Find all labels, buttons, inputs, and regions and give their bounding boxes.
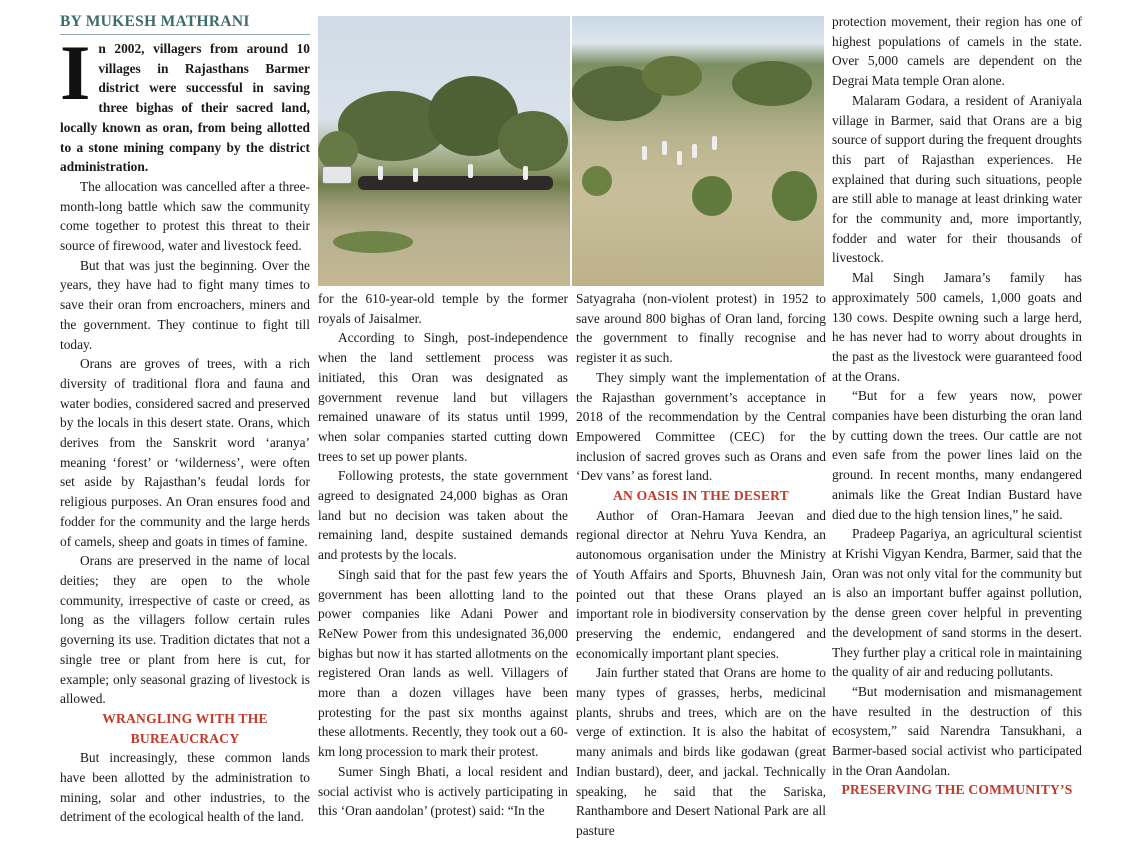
lead-paragraph: In 2002, villagers from around 10 villages in Rajasthans Barmer district were successful in saving three bighas of their sacred land, locally known as oran, from being allotted to a stone mining company by the district administration. [60,29,310,175]
paragraph: for the 610-year-old temple by the former royals of Jaisalmer. [318,291,568,326]
paragraph: Malaram Godara, a resident of Araniyala village in Barmer, said that Orans are a big source of support during the frequent droughts this part of Rajasthan experiences. He explained that during such situations, people are still able to manage at least drinking water for the community and, more importantly, fodder and water for their thousands of livestock. [832,92,1082,266]
paragraph: Sumer Singh Bhati, a local resident and social activist who is actively participating in this ‘Oran aandolan’ (protest) said: “In the [318,763,568,819]
paragraph: Orans are preserved in the name of local deities; they are open to the whole community, irrespective of caste or creed, as long as the villagers follow certain rules governing its use. Tradition dictates that not a single tree or plant from here is cut, for example; only seasonal grazing of livestock is allowed. [60,553,310,707]
column-1 [60,0,310,825]
paragraph: Satyagraha (non-violent protest) in 1952 to save around 800 bighas of Oran land, forcing the government to finally recognise and register it as such. [576,291,826,366]
subhead-oasis: AN OASIS IN THE DESERT [613,488,789,504]
paragraph: Pradeep Pagariya, an agricultural scientist at Krishi Vigyan Kendra, Barmer, said that the Oran was not only vital for the community but is also an important buffer against pollution, the dense green cover helpful in preventing the development of sand storms in the desert. They further play a critical role in maintaining the quality of air and reducing pollutants. [832,526,1082,680]
column-4 [832,12,1082,815]
paragraph: Author of Oran-Hamara Jeevan and regional director at Nehru Yuva Kendra, an autonomous organisation under the Ministry of Youth Affairs and Sports, Bhuvnesh Jain, pointed out that these Orans played an important role in biodiversity conservation by preserving the endemic, endangered and economically important plant species. [576,507,826,661]
paragraph: Jain further stated that Orans are home to many types of grasses, herbs, medicinal plants, shrubs and trees, which are on the verge of extinction. It is also the habitat of many animals and birds like godawan (great Indian bustard), deer, and jackal. Technically speaking, he said that the Sariska, Ranthambore and Desert National Park are all pasture [576,665,826,838]
paragraph: Following protests, the state government agreed to designated 24,000 bighas as Oran land but no decision was taken about the remaining land, despite sustained demands and protests by the locals. [318,468,568,563]
paragraph: But that was just the beginning. Over the years, they have had to fight many times to save their oran from encroachers, miners and the government. They continue to fight till today. [60,257,310,352]
photo-villagers-gathering [318,16,570,286]
paragraph: Orans are groves of trees, with a rich diversity of traditional flora and fauna and water bodies, considered sacred and preserved by the locals in this desert state. Orans, which derives from the Sanskrit word ‘aranya’ meaning ‘forest’ or ‘wilderness’, were often set aside by Rajasthan’s feudal lords for religious purposes. An Oran ensures food and fodder for the community and the large herds of camels, sheep and goats in times of famine. [60,356,310,549]
column-2 [318,289,568,819]
paragraph: “But for a few years now, power companies have been disturbing the oran land by cutting down the trees. Our cattle are not even safe from the power lines laid on the ground. In recent months, many endangered animals like the Great Indian Bustard have died due to the high tension lines,” he said. [832,388,1082,522]
paragraph: According to Singh, post-independence when the land settlement process was initiated, this Oran was designated as government revenue land but villagers remained unaware of its status until 1999, when solar companies started cutting down trees to set up power plants. [318,330,568,464]
paragraph: The allocation was cancelled after a three-month-long battle which saw the community come together to protest this threat to their source of firewood, water and livestock feed. [60,178,310,254]
paragraph: Mal Singh Jamara’s family has approximately 500 camels, 1,000 goats and 130 cows. Despite owning such a large herd, he has never had to worry about droughts in the past as the livestock were guaranteed food at the Orans. [832,270,1082,384]
photo-oran-procession [572,16,824,286]
paragraph: They simply want the implementation of the Rajasthan government’s acceptance in 2018 of the recommendation by the Central Empowered Committee (CEC) for the inclusion of sacred groves such as Orans and ‘Dev vans’ as forest land. [576,369,826,484]
paragraph: Singh said that for the past few years the government has been allotting land to the power companies like Adani Power and ReNew Power from this undesignated 36,000 bighas but now it has started allotments on the registered Oran lands as well. Villagers of more than a dozen villages have been protesting for the past six months against these allotments. Recently, they took out a 60-km long procession to mark their protest. [318,566,568,760]
subhead-preserving: PRESERVING THE COMMUNITY’S [841,782,1073,798]
paragraph: “But modernisation and mismanagement have resulted in the destruction of this ecosystem,” said Narendra Tansukhani, a Barmer-based social activist who participated in the Oran Aandolan. [832,683,1082,778]
drop-cap: I [60,29,91,116]
paragraph: protection movement, their region has one of highest populations of camels in the state. Over 5,000 camels are dependent on the Degrai Mata temple Oran alone. [832,14,1082,89]
byline: BY MUKESH MATHRANI [60,12,310,35]
subhead-wrangling: WRANGLING WITH THE BUREAUCRACY [102,710,268,746]
column-3 [576,289,826,838]
paragraph: But increasingly, these common lands have been allotted by the administration to mining, solar and other industries, to the detriment of the ecological health of the land. [60,750,310,825]
